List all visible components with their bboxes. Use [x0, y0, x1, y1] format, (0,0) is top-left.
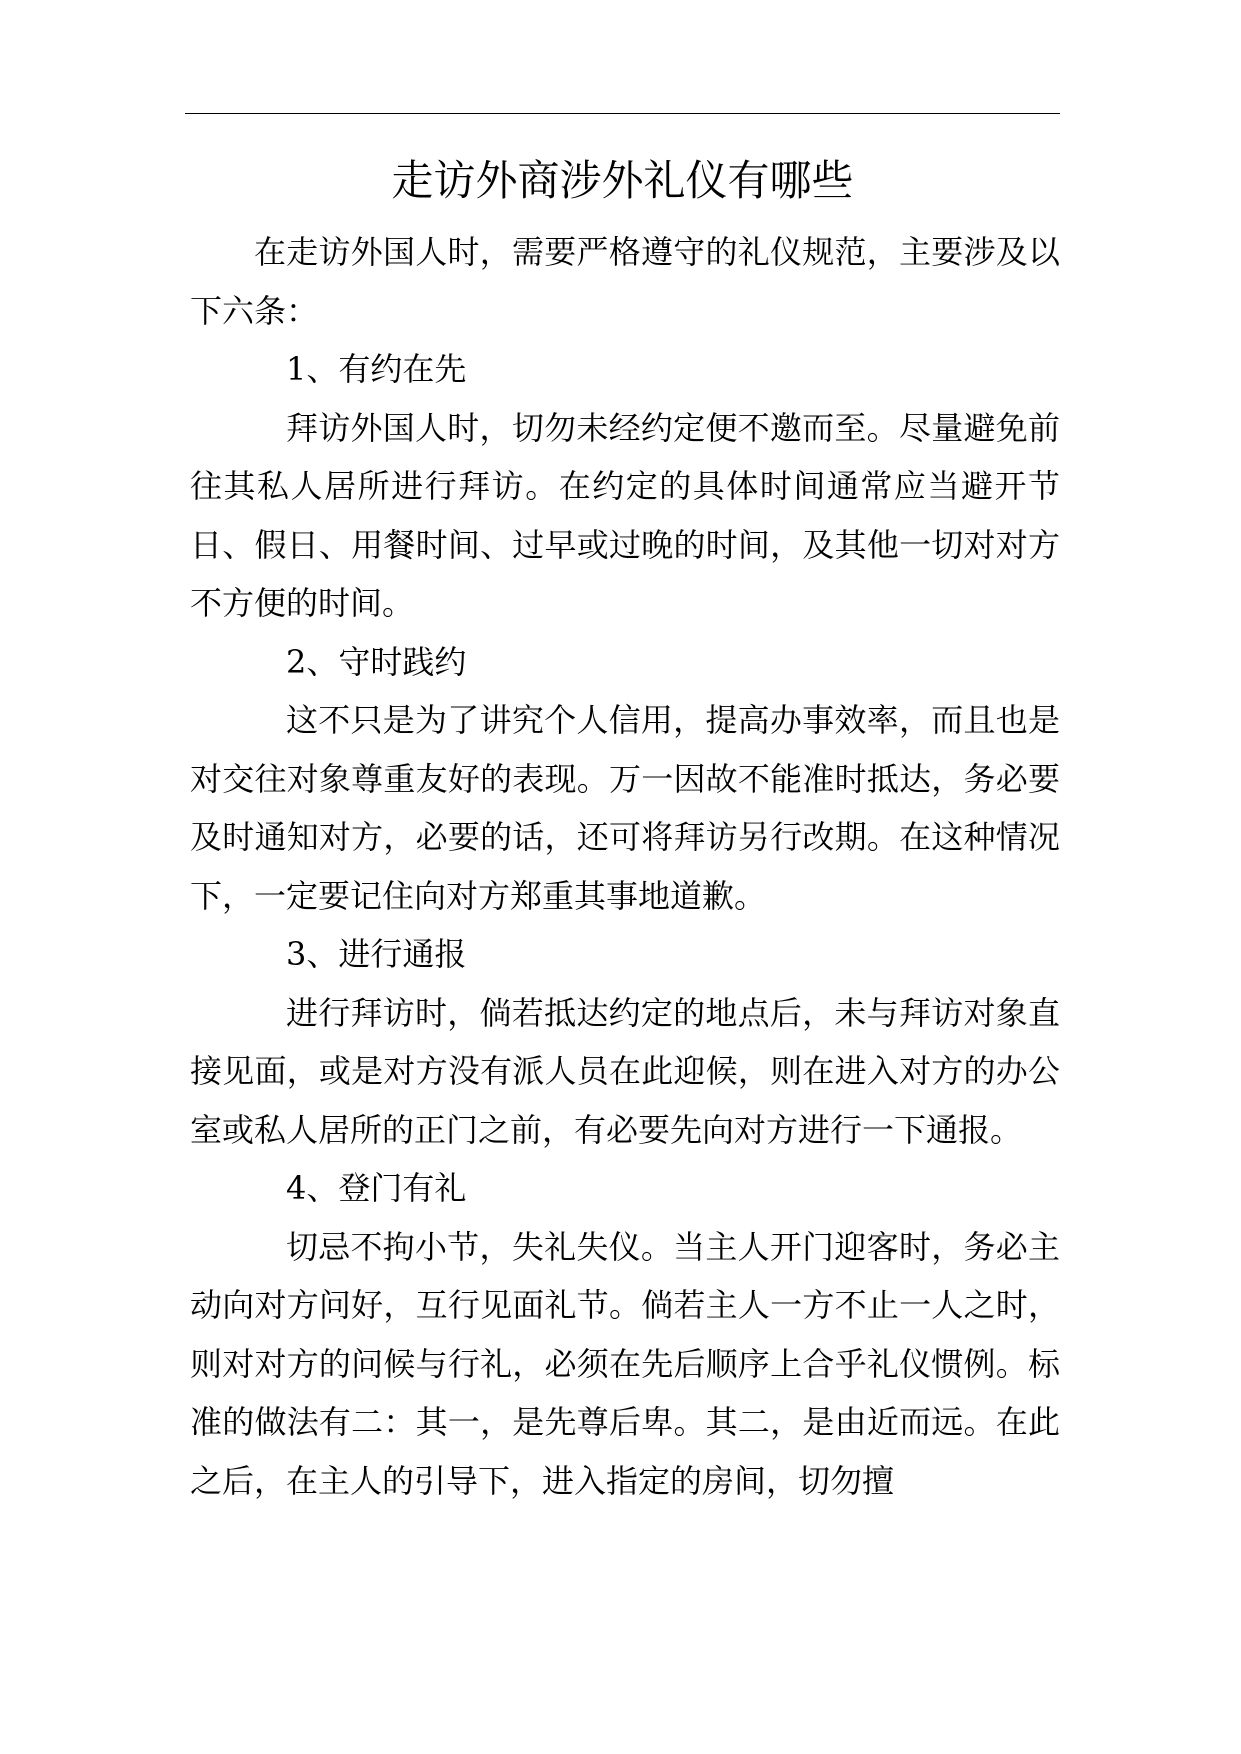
section-heading: 4、登门有礼: [286, 1169, 467, 1207]
document-title: 走访外商涉外礼仪有哪些: [391, 156, 854, 205]
document-body: [190, 223, 1060, 1510]
intro-paragraph: 在走访外国人时，需要严格遵守的礼仪规范，主要涉及以下六条：: [190, 233, 1060, 330]
section-heading: 1、有约在先: [286, 350, 467, 388]
section-heading: 3、进行通报: [286, 935, 467, 973]
section-paragraph: 切忌不拘小节，失礼失仪。当主人开门迎客时，务必主动向对方问好，互行见面礼节。倘若主人一方不止一人之时，则对对方的问候与行礼，必须在先后顺序上合乎礼仪惯例。标准的做法有二：其一，是先尊后卑。其二，是由近而远。在此之后，在主人的引导下，进入指定的房间，切勿擅: [190, 1227, 1060, 1500]
section-paragraph: 拜访外国人时，切勿未经约定便不邀而至。尽量避免前往其私人居所进行拜访。在约定的具体时间通常应当避开节日、假日、用餐时间、过早或过晚的时间，及其他一切对对方不方便的时间。: [190, 408, 1060, 622]
section-heading: 2、守时践约: [286, 642, 467, 681]
section-paragraph: 这不只是为了讲究个人信用，提高办事效率，而且也是对交往对象尊重友好的表现。万一因故不能准时抵达，务必要及时通知对方，必要的话，还可将拜访另行改期。在这种情况下，一定要记住向对方郑重其事地道歉。: [190, 701, 1060, 915]
header-rule: [185, 113, 1060, 114]
section-paragraph: 进行拜访时，倘若抵达约定的地点后，未与拜访对象直接见面，或是对方没有派人员在此迎候，则在进入对方的办公室或私人居所的正门之前，有必要先向对方进行一下通报。: [190, 993, 1060, 1149]
